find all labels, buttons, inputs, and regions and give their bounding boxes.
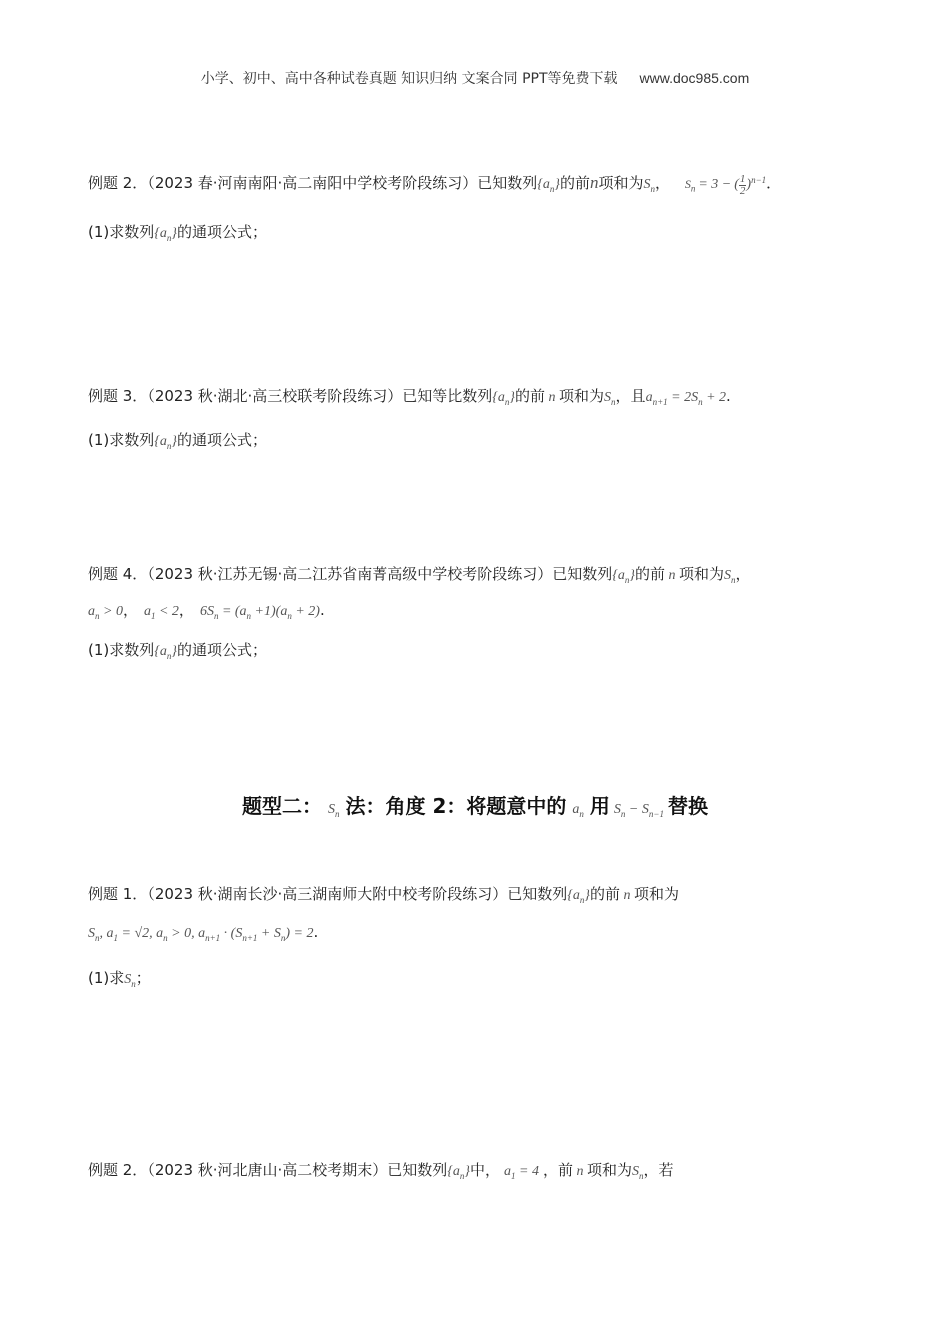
example-1b-statement: 例题 1．（2023 秋·湖南长沙·高三湖南师大附中校考阶段练习）已知数列$\{a_n\}$的前 n 项和为 [88,885,680,905]
header-url[interactable]: www.doc985.com [639,70,750,86]
example-1b-question-1: (1)求$S_n$； [88,969,151,989]
example-3-question-1: (1)求数列$\{a_n\}$的通项公式； [88,431,267,451]
section-title: 题型二： $S_n$ 法：角度 2：将题意中的 $a_n$ 用 $S_n - S_{n-1}$ 替换 [242,794,708,819]
page-header [0,68,950,88]
example-2b-statement: 例题 2．（2023 秋·河北唐山·高二校考期末）已知数列$\{a_n\}$中， $a_1 = 4$ ，前 n 项和为$S_n$，若 [88,1161,674,1181]
example-2a-question-1: (1)求数列$\{a_n\}$的通项公式； [88,223,267,243]
example-4-statement: 例题 4．（2023 秋·江苏无锡·高二江苏省南菁高级中学校考阶段练习）已知数列$\{a_n\}$的前 n 项和为$S_n$， [88,565,751,585]
example-4-question-1: (1)求数列$\{a_n\}$的通项公式； [88,641,267,661]
header-text: 小学、初中、高中各种试卷真题 知识归纳 文案合同 PPT等免费下载 [200,71,618,87]
example-1b-conditions: $S_n$, $a_1 = √2$, $a_n > 0$, $a_{n+1} \cdot (S_{n+1} + S_n) = 2$. [88,923,319,943]
example-2a-statement: 例题 2．（2023 春·河南南阳·高二南阳中学校考阶段练习）已知数列$\{a_n\}$的前n项和为$S_n$， $S_n = 3$ − ( $\frac{1}{2}$ )$^{n-1}$． [88,172,782,197]
example-4-conditions: $a_n > 0$， $a_1 < 2$， $6S_n = (a_n +1)(a_n + 2)$. [88,601,325,621]
example-3-statement: 例题 3．（2023 秋·湖北·高三校联考阶段练习）已知等比数列$\{a_n\}$的前 n 项和为$S_n$，且$a_{n+1} = 2S_n + 2$. [88,387,731,407]
